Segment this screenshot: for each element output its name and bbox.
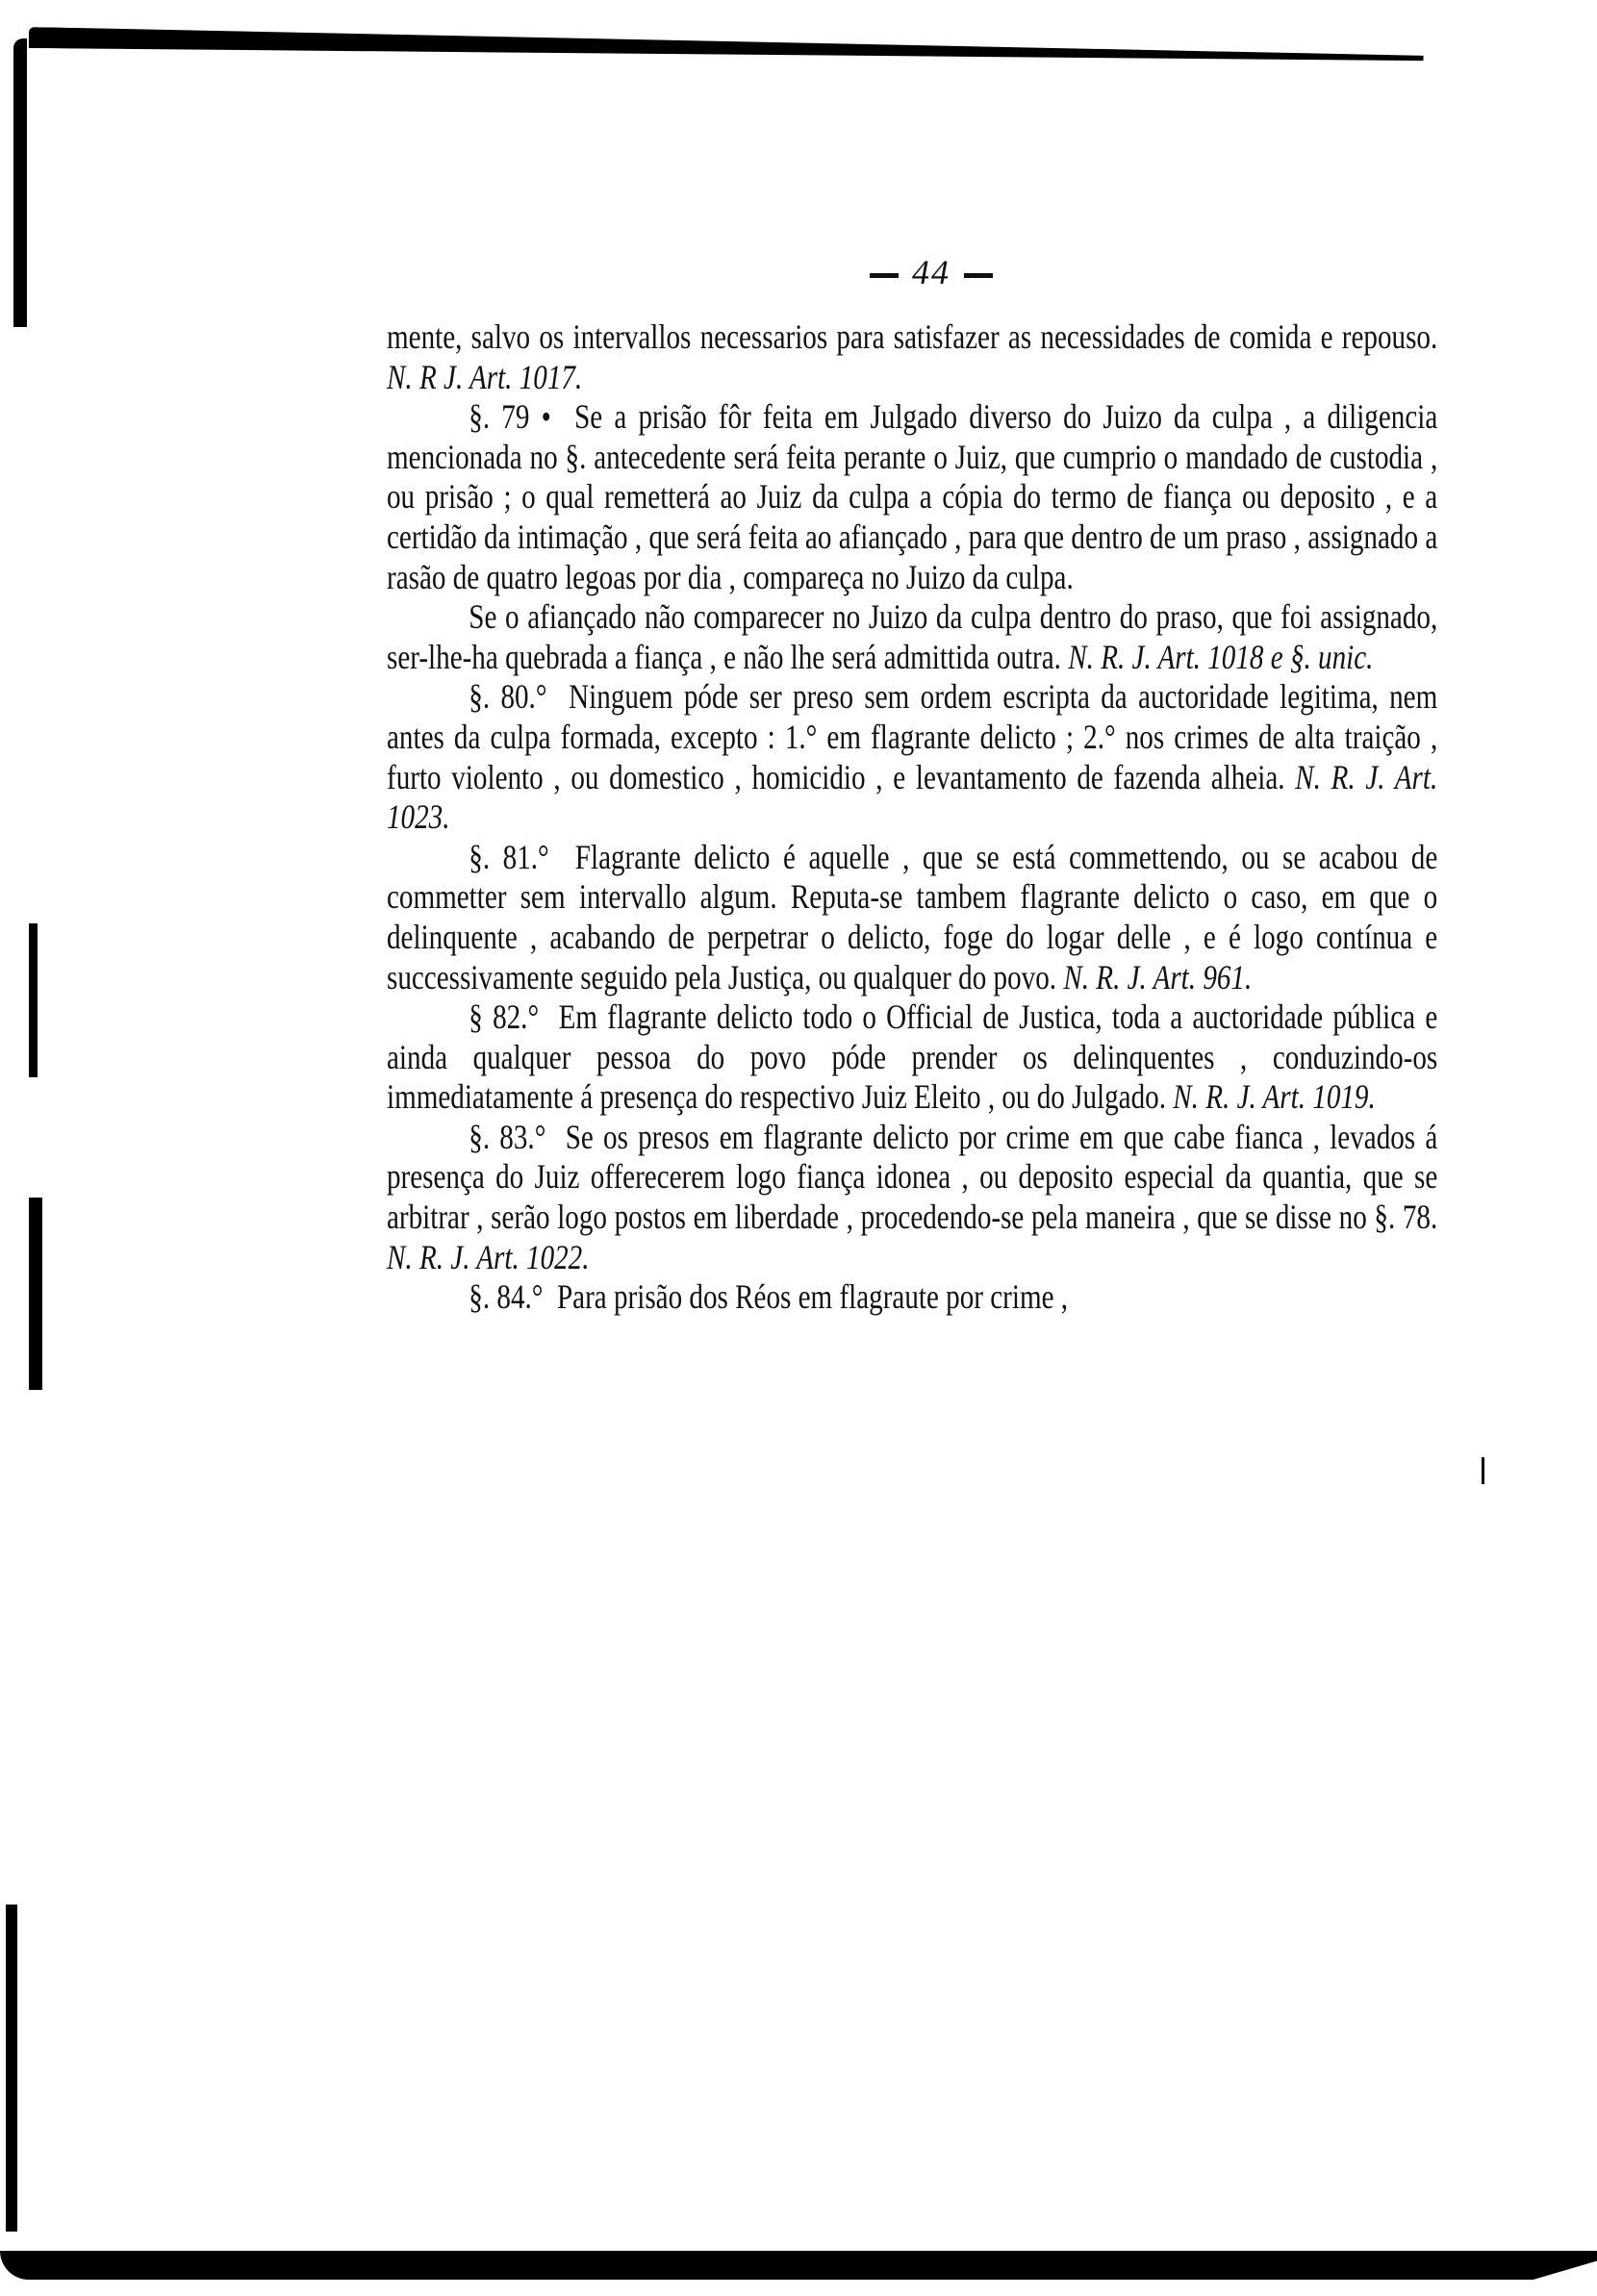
document-page: [387, 252, 1437, 1318]
scan-border-left-fragment: [29, 923, 38, 1077]
paragraph-text: Ninguem póde ser preso sem ordem escripta da auctoridade legitima, nem antes da culpa formada, excepto : 1.° em flagrante delicto ; 2.° nos crimes de alta traição , furto violento , ou domestico , homicidio , e levantamento de fazenda alheia.: [387, 677, 1438, 796]
paragraph-section-81: [387, 838, 1437, 997]
page-number: [425, 252, 1437, 292]
paragraph-section-84: [387, 1277, 1437, 1318]
legal-reference: N. R. J. Art. 1018 e §. unic.: [1068, 637, 1374, 676]
page-number-text: 44: [912, 253, 951, 291]
paragraph-text: Se os presos em flagrante delicto por crime em que cabe fianca , levados á presença do Juiz offerecerem logo fiança idonea , ou deposito especial da quantia, que se arbitrar , serão logo postos em liberdade , procedendo-se pela maneira , que se disse no §. 78.: [387, 1117, 1438, 1237]
paragraph-text: Flagrante delicto é aquelle , que se está commettendo, ou se acabou de commetter sem intervallo algum. Reputa-se tambem flagrante delicto o caso, em que o delinquente , acabando de perpetrar o delicto, foge do logar delle , e é logo contínua e successivamente seguido pela Justiça, ou qualquer do povo.: [387, 837, 1438, 997]
paragraph-continuation: [387, 317, 1437, 397]
scan-border-left-fragment: [29, 1198, 42, 1390]
paragraph-text: Para prisão dos Réos em flagraute por crime ,: [556, 1277, 1069, 1317]
section-number: §. 80.°: [469, 677, 547, 717]
legal-reference: N. R. J. Art. 961.: [1063, 957, 1253, 997]
paragraph-section-79-continued: [387, 597, 1437, 677]
paragraph-section-83: [387, 1118, 1437, 1277]
scan-border-left-bottom: [6, 1905, 17, 2232]
page-number-dash-left: [870, 273, 899, 278]
paragraph-section-80: [387, 677, 1437, 837]
legal-reference: N. R J. Art. 1017.: [387, 357, 583, 396]
paragraph-text: Se a prisão fôr feita em Julgado diverso do Juizo da culpa , a diligencia mencionada no §. antecedente será feita perante o Juiz, que cumprio o mandado de custodia , ou prisão ; o qual remetterá ao Juiz da culpa a cópia do termo de fiança ou deposito , e a certidão da intimação , que será feita ao afiançado , para que dentro de um praso , assignado a rasão de quatro legoas por dia , compareça no Juizo da culpa.: [387, 397, 1438, 596]
scan-border-bottom: [0, 2251, 1597, 2280]
scan-border-top: [29, 27, 1424, 69]
legal-reference: N. R. J. Art. 1019.: [1173, 1077, 1376, 1117]
paragraph-text: Em flagrante delicto todo o Official de Justica, toda a auctoridade pública e ainda qualquer pessoa do povo póde prender os delinquentes , conduzindo-os immediatamente á presença do respectivo Juiz Eleito , ou do Julgado.: [387, 997, 1438, 1117]
section-number: §. 84.°: [469, 1277, 544, 1317]
section-number: § 82.°: [469, 997, 540, 1037]
scan-speck: [1482, 1457, 1484, 1484]
legal-reference: N. R. J. Art. 1023.: [387, 757, 1438, 837]
scan-border-left-top: [13, 38, 27, 327]
paragraph-text: Se o afiançado não comparecer no Juizo da culpa dentro do praso, que foi assignado, ser-lhe-ha quebrada a fiança , e não lhe será admittida outra.: [387, 597, 1438, 676]
paragraph-section-79: [387, 397, 1437, 597]
section-number: §. 79 •: [469, 397, 551, 437]
paragraph-section-82: [387, 997, 1437, 1118]
paragraph-text: mente, salvo os intervallos necessarios para satisfazer as necessidades de comida e repouso.: [387, 317, 1438, 356]
section-number: §. 83.°: [469, 1117, 546, 1156]
legal-reference: N. R. J. Art. 1022.: [387, 1237, 590, 1276]
page-number-dash-right: [964, 273, 993, 278]
section-number: §. 81.°: [469, 837, 549, 876]
